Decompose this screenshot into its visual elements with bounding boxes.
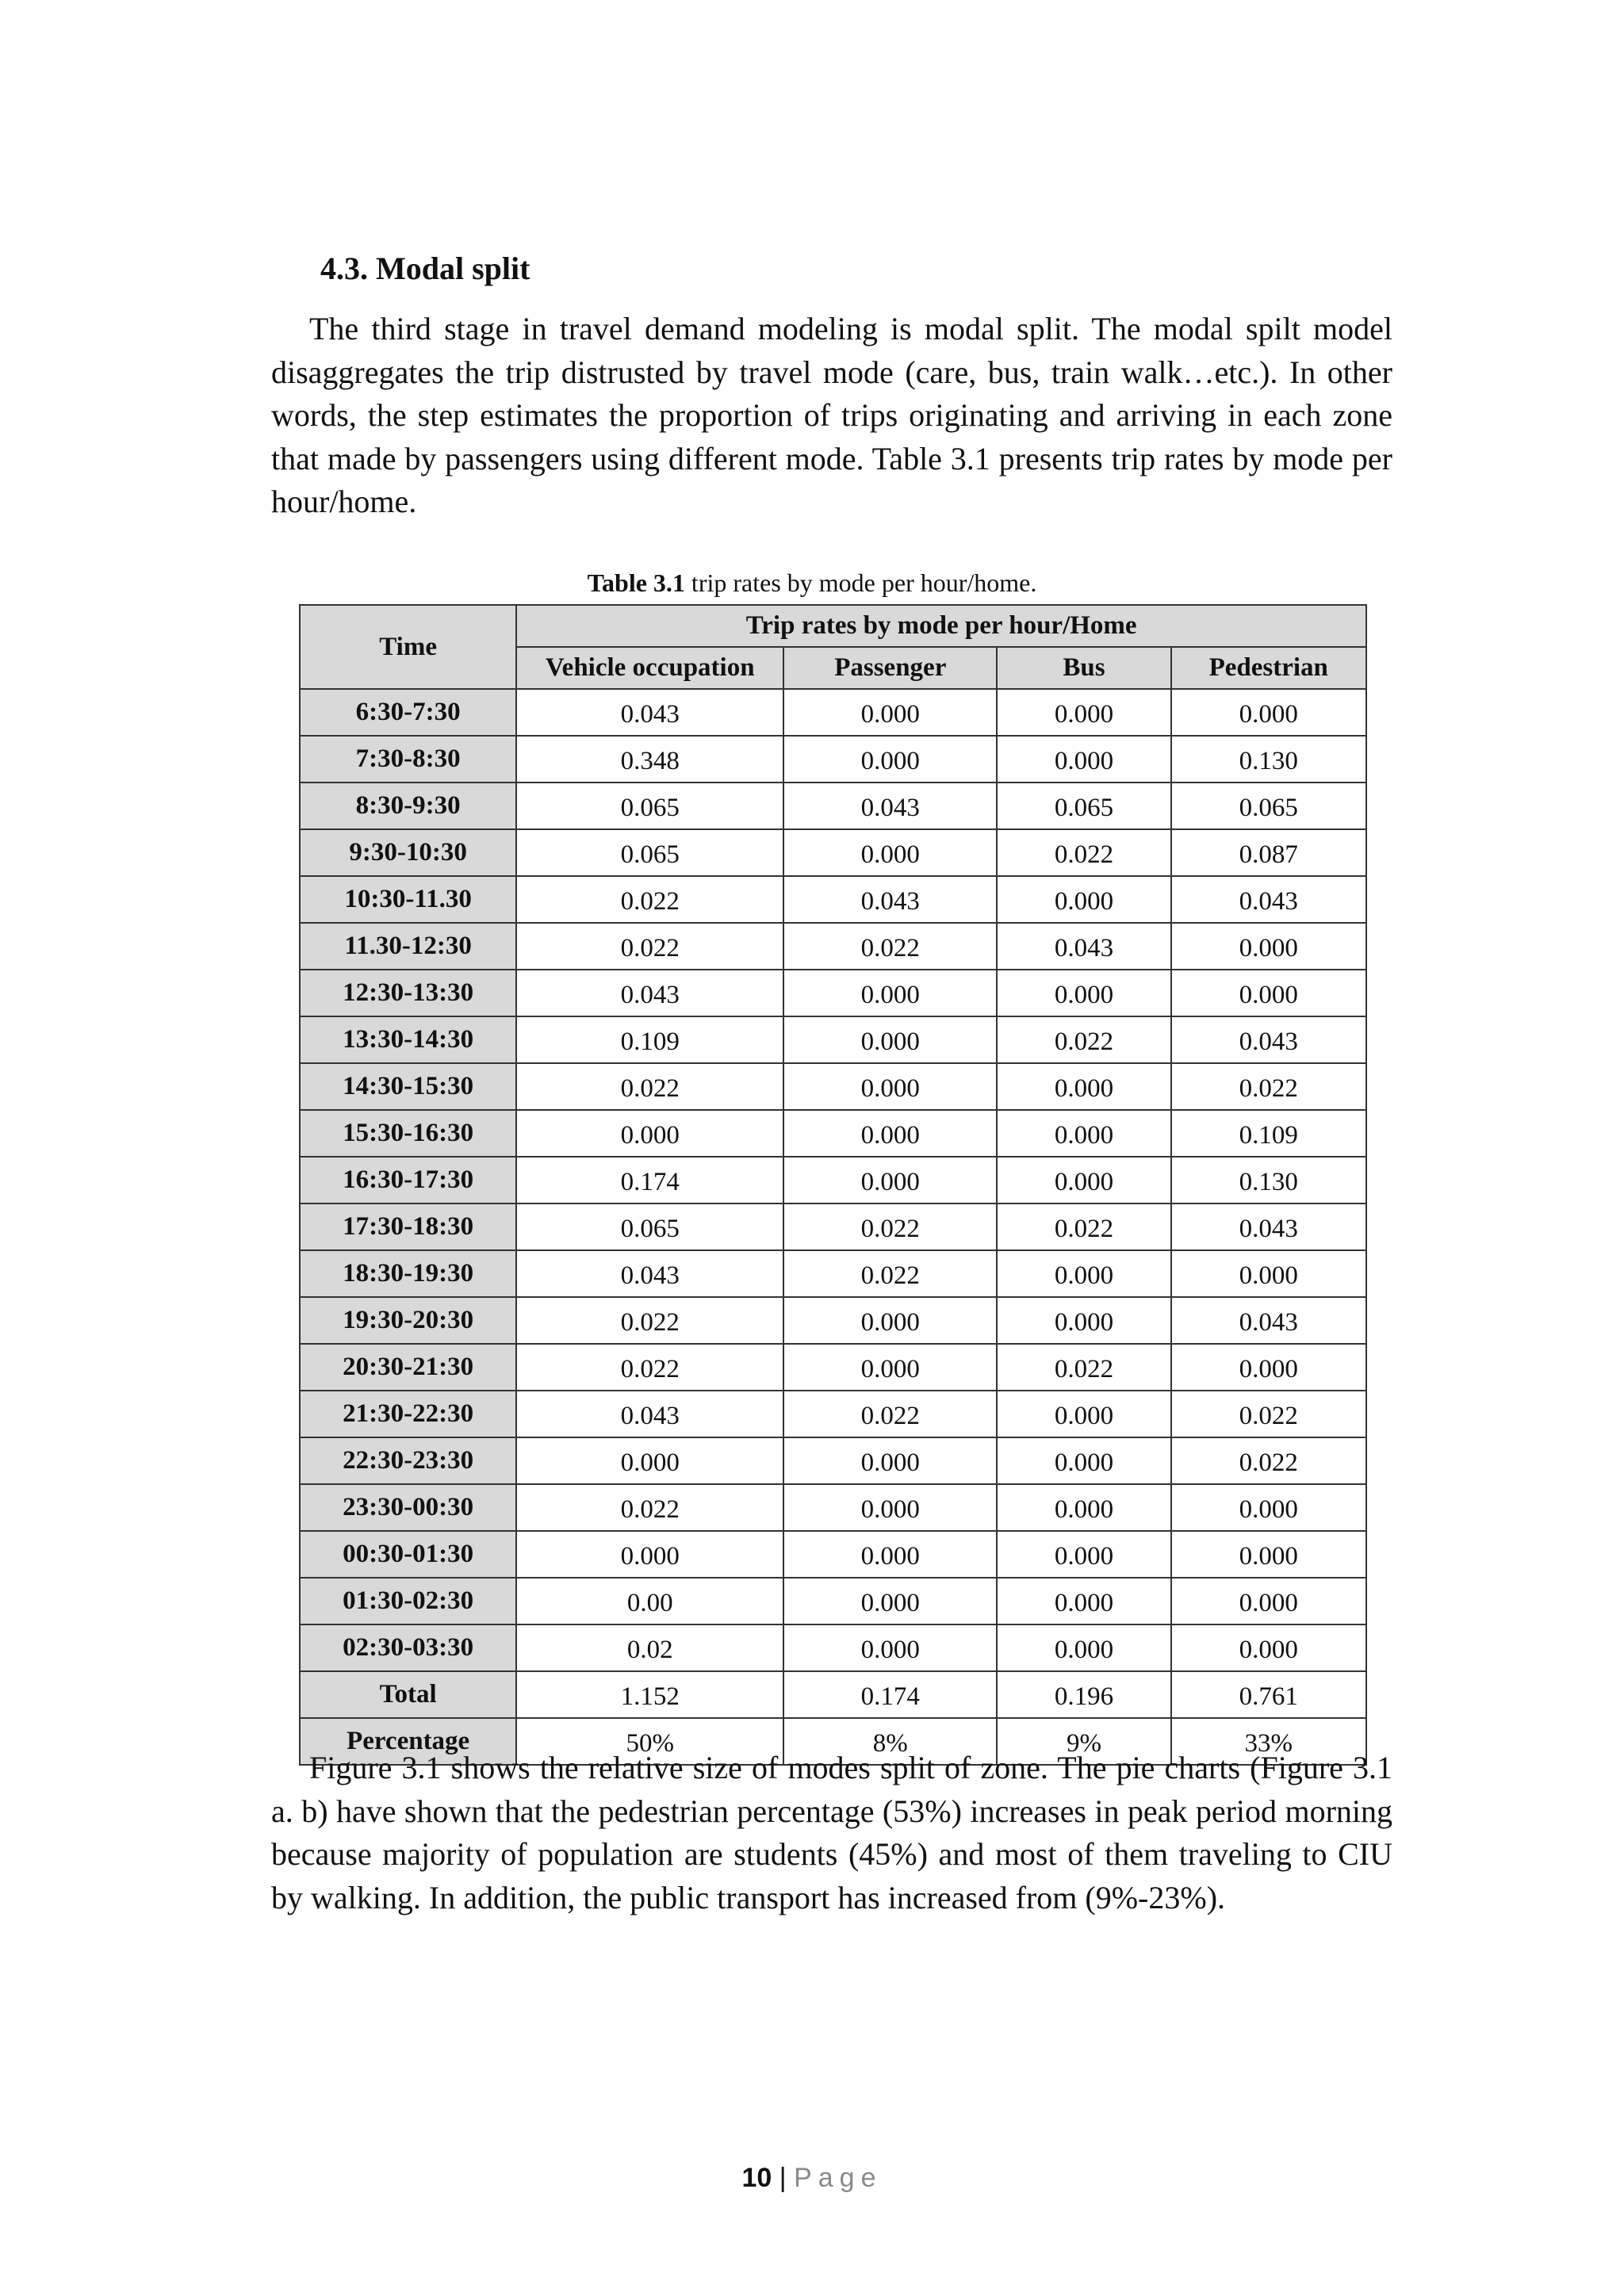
table-cell: 0.000 <box>783 1531 997 1578</box>
row-time-label: 20:30-21:30 <box>300 1344 516 1391</box>
table-cell: 0.065 <box>1171 783 1366 829</box>
table-cell: 0.000 <box>783 1437 997 1484</box>
table-cell: 0.000 <box>997 1578 1170 1624</box>
row-time-label: 23:30-00:30 <box>300 1484 516 1531</box>
table-cell: 0.022 <box>783 923 997 970</box>
table-cell: 0.000 <box>997 1250 1170 1297</box>
table-cell: 0.043 <box>783 876 997 923</box>
table-cell: 0.000 <box>1171 1531 1366 1578</box>
table-cell: 0.043 <box>516 1391 783 1437</box>
table-row <box>300 736 1366 783</box>
table-cell: 0.348 <box>516 736 783 783</box>
table-cell: 0.000 <box>997 1484 1170 1531</box>
table-row <box>300 876 1366 923</box>
table-row <box>300 783 1366 829</box>
table-cell: 0.022 <box>1171 1063 1366 1110</box>
table-cell: 0.174 <box>783 1671 997 1718</box>
table-cell: 0.022 <box>1171 1437 1366 1484</box>
page-number: 10 <box>741 2163 772 2193</box>
table-row <box>300 1016 1366 1063</box>
table-cell: 0.000 <box>783 1110 997 1157</box>
table-cell: 0.000 <box>997 1391 1170 1437</box>
table-cell: 0.000 <box>997 1110 1170 1157</box>
table-cell: 0.087 <box>1171 829 1366 876</box>
table-cell: 0.761 <box>1171 1671 1366 1718</box>
table-row <box>300 1063 1366 1110</box>
table-cell: 0.022 <box>1171 1391 1366 1437</box>
table-cell: 0.022 <box>516 1063 783 1110</box>
figure-discussion-paragraph: Figure 3.1 shows the relative size of modes split of zone. The pie charts (Figure 3.1 a. b) have shown that the pedestrian percentage (53%) increases in peak period morning because majority of population are students (45%) and most of them traveling to CIU by walking. In addition, the public transport has increased from (9%-23%). <box>271 1750 1392 1915</box>
table-header-row <box>300 605 1366 647</box>
table-row <box>300 829 1366 876</box>
table-cell: 0.043 <box>516 970 783 1016</box>
table-cell: 0.000 <box>1171 1344 1366 1391</box>
table-cell: 0.000 <box>1171 1484 1366 1531</box>
row-time-label: 9:30-10:30 <box>300 829 516 876</box>
table-cell: 0.000 <box>997 1531 1170 1578</box>
table-cell: 0.065 <box>516 1203 783 1250</box>
table-cell: 0.109 <box>516 1016 783 1063</box>
table-row <box>300 970 1366 1016</box>
row-time-label: 19:30-20:30 <box>300 1297 516 1344</box>
table-cell: 9% <box>997 1718 1170 1765</box>
page-footer <box>0 2163 1624 2194</box>
table-cell: 0.022 <box>997 1203 1170 1250</box>
trip-rates-table <box>299 604 1367 1766</box>
table-cell: 0.065 <box>516 783 783 829</box>
table-cell: 0.000 <box>783 1484 997 1531</box>
table-cell: 0.043 <box>516 1250 783 1297</box>
row-time-label: 7:30-8:30 <box>300 736 516 783</box>
row-time-label: 12:30-13:30 <box>300 970 516 1016</box>
table-cell: 0.022 <box>516 1484 783 1531</box>
table-cell: 0.022 <box>997 1016 1170 1063</box>
table-cell: 0.000 <box>997 736 1170 783</box>
row-time-label: 01:30-02:30 <box>300 1578 516 1624</box>
table-cell: 0.00 <box>516 1578 783 1624</box>
footer-separator: | <box>779 2163 787 2193</box>
column-header-bus: Bus <box>997 647 1170 689</box>
table-cell: 50% <box>516 1718 783 1765</box>
table-cell: 8% <box>783 1718 997 1765</box>
table-cell: 0.022 <box>516 1297 783 1344</box>
table-cell: 0.022 <box>783 1203 997 1250</box>
table-cell: 0.043 <box>1171 1203 1366 1250</box>
table-cell: 0.000 <box>1171 689 1366 736</box>
table-cell: 0.000 <box>1171 923 1366 970</box>
table-cell: 0.022 <box>516 876 783 923</box>
table-cell: 0.000 <box>997 1157 1170 1203</box>
table-cell: 0.174 <box>516 1157 783 1203</box>
table-cell: 33% <box>1171 1718 1366 1765</box>
row-time-label: 16:30-17:30 <box>300 1157 516 1203</box>
table-caption-text: trip rates by mode per hour/home. <box>684 568 1037 597</box>
table-cell: 0.000 <box>997 1624 1170 1671</box>
column-header-passenger: Passenger <box>783 647 997 689</box>
table-cell: 0.000 <box>783 1297 997 1344</box>
table-cell: 0.043 <box>516 689 783 736</box>
table-row <box>300 1391 1366 1437</box>
table-row <box>300 689 1366 736</box>
table-cell: 0.000 <box>516 1531 783 1578</box>
table-cell: 0.022 <box>997 829 1170 876</box>
table-cell: 0.109 <box>1171 1110 1366 1157</box>
row-time-label: 11.30-12:30 <box>300 923 516 970</box>
table-cell: 0.043 <box>1171 876 1366 923</box>
table-cell: 0.000 <box>997 689 1170 736</box>
table-cell: 0.022 <box>516 923 783 970</box>
row-time-label: Total <box>300 1671 516 1718</box>
table-row <box>300 1110 1366 1157</box>
table-cell: 0.022 <box>783 1391 997 1437</box>
row-time-label: 18:30-19:30 <box>300 1250 516 1297</box>
row-time-label: 6:30-7:30 <box>300 689 516 736</box>
row-time-label: Percentage <box>300 1718 516 1765</box>
table-cell: 0.065 <box>516 829 783 876</box>
table-cell: 0.000 <box>783 1157 997 1203</box>
table-cell: 0.022 <box>516 1344 783 1391</box>
row-time-label: 10:30-11.30 <box>300 876 516 923</box>
table-cell: 0.000 <box>997 876 1170 923</box>
table-cell: 0.000 <box>1171 1624 1366 1671</box>
table-row <box>300 1578 1366 1624</box>
table-cell: 0.000 <box>1171 1250 1366 1297</box>
table-row <box>300 1624 1366 1671</box>
table-cell: 0.000 <box>997 970 1170 1016</box>
page-label: Page <box>794 2163 883 2193</box>
group-header: Trip rates by mode per hour/Home <box>516 605 1366 647</box>
column-header-vehicle-occupation: Vehicle occupation <box>516 647 783 689</box>
table-cell: 0.000 <box>997 1297 1170 1344</box>
table-cell: 0.000 <box>783 736 997 783</box>
row-time-label: 02:30-03:30 <box>300 1624 516 1671</box>
table-cell: 0.043 <box>1171 1297 1366 1344</box>
table-cell: 0.043 <box>1171 1016 1366 1063</box>
table-caption <box>0 568 1624 598</box>
table-cell: 0.000 <box>516 1110 783 1157</box>
table-cell: 0.000 <box>783 1624 997 1671</box>
row-time-label: 22:30-23:30 <box>300 1437 516 1484</box>
table-row <box>300 1531 1366 1578</box>
table-cell: 0.130 <box>1171 736 1366 783</box>
table-row <box>300 1344 1366 1391</box>
table-row <box>300 1250 1366 1297</box>
table-cell: 0.022 <box>997 1344 1170 1391</box>
table-cell: 0.043 <box>783 783 997 829</box>
table-cell: 0.000 <box>783 1344 997 1391</box>
table-cell: 0.000 <box>997 1063 1170 1110</box>
table-row <box>300 1484 1366 1531</box>
row-time-label: 8:30-9:30 <box>300 783 516 829</box>
row-time-label: 13:30-14:30 <box>300 1016 516 1063</box>
table-cell: 0.043 <box>997 923 1170 970</box>
row-time-label: 21:30-22:30 <box>300 1391 516 1437</box>
table-cell: 0.000 <box>783 829 997 876</box>
table-cell: 0.000 <box>783 1063 997 1110</box>
table-cell: 0.000 <box>783 1578 997 1624</box>
table-cell: 0.000 <box>997 1437 1170 1484</box>
section-heading: 4.3. Modal split <box>320 251 530 286</box>
row-time-label: 15:30-16:30 <box>300 1110 516 1157</box>
table-cell: 0.065 <box>997 783 1170 829</box>
table-cell: 0.000 <box>783 970 997 1016</box>
time-header: Time <box>300 605 516 689</box>
row-time-label: 17:30-18:30 <box>300 1203 516 1250</box>
table-cell: 0.000 <box>783 1016 997 1063</box>
table-body <box>300 689 1366 1765</box>
table-row <box>300 1157 1366 1203</box>
table-cell: 0.02 <box>516 1624 783 1671</box>
table-caption-label: Table 3.1 <box>587 568 685 597</box>
table-cell: 0.130 <box>1171 1157 1366 1203</box>
table-row <box>300 1203 1366 1250</box>
table-row <box>300 923 1366 970</box>
table-row <box>300 1437 1366 1484</box>
table-cell: 0.022 <box>783 1250 997 1297</box>
table-cell: 0.000 <box>516 1437 783 1484</box>
table-cell: 0.000 <box>1171 1578 1366 1624</box>
column-header-pedestrian: Pedestrian <box>1171 647 1366 689</box>
table-cell: 0.000 <box>783 689 997 736</box>
row-time-label: 00:30-01:30 <box>300 1531 516 1578</box>
table-cell: 0.196 <box>997 1671 1170 1718</box>
table-cell: 1.152 <box>516 1671 783 1718</box>
table-row <box>300 1671 1366 1718</box>
intro-paragraph: The third stage in travel demand modeling is modal split. The modal spilt model disaggregates the trip distrusted by travel mode (care, bus, train walk…etc.). In other words, the step estimates the proportion of trips originating and arriving in each zone that made by passengers using different mode. Table 3.1 presents trip rates by mode per hour/home. <box>271 311 1392 519</box>
table-cell: 0.000 <box>1171 970 1366 1016</box>
table-row <box>300 1297 1366 1344</box>
row-time-label: 14:30-15:30 <box>300 1063 516 1110</box>
